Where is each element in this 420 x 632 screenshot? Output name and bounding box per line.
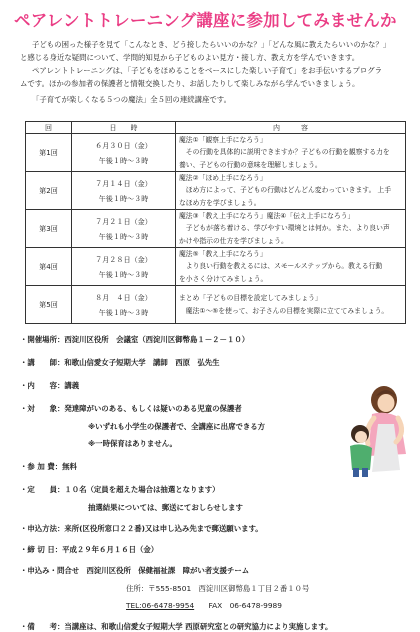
content-line: 魔法⑤「教え上手になろう」 <box>179 250 267 259</box>
session-date: ７月２１日（金） <box>95 216 152 226</box>
detail-address: 住所：〒555-8501 西淀川区御幣島１丁目２番１０号 <box>126 584 310 593</box>
content-line: かけや指示の仕方を学びましょう。 <box>179 236 288 245</box>
intro-p1-line1: 子どもの困った様子を見て「こんなとき、どう接したらいいのかな？」「どんな風に教えたらいいのかな？」 <box>32 40 391 49</box>
session-date: ７月１４日（金） <box>95 178 152 188</box>
detail-tel: TEL:06-6478-9954 <box>126 601 195 610</box>
session-time: 午後１時～３時 <box>98 155 149 165</box>
table-row <box>26 286 406 324</box>
content-line: 子どもが落ち着ける、学びやすい環境とは何か。また、より良い声 <box>179 224 390 233</box>
session-number: 第4回 <box>26 248 72 286</box>
detail-venue: ・開催場所：西淀川区役所 会議室（西淀川区御幣島１－２－１０） <box>20 335 250 344</box>
intro-p1-line2: と感じる身近な疑問について、学問的知見から子どものよい見方・接し方、教え方を学んでいきます。 <box>20 53 360 62</box>
session-datetime <box>72 134 176 172</box>
session-content <box>176 210 406 248</box>
detail-capacity: ・定 員：１０名（定員を超えた場合は抽選となります） <box>20 485 220 494</box>
detail-phone <box>126 600 282 611</box>
intro-p3: 「子育てが楽しくなる５つの魔法」全５回の連続講座です。 <box>32 95 231 104</box>
detail-contact: ・申込み・問合せ 西淀川区役所 保健福祉課 障がい者支援チーム <box>20 566 250 575</box>
session-datetime <box>72 172 176 210</box>
session-time: 午後１時～３時 <box>98 269 149 279</box>
session-number: 第1回 <box>26 134 72 172</box>
detail-target: ・対 象：発達障がいのある、もしくは疑いのある児童の保護者 <box>20 404 242 413</box>
session-time: 午後１時～３時 <box>98 193 149 203</box>
session-content <box>176 286 406 324</box>
session-time: 午後１時～３時 <box>98 231 149 241</box>
content-line: 養い、子どもの行動の意味を理解しましょう。 <box>179 160 322 169</box>
session-datetime <box>72 286 176 324</box>
header-session: 回 <box>26 122 72 134</box>
session-number: 第3回 <box>26 210 72 248</box>
intro-text <box>20 38 408 106</box>
session-datetime <box>72 210 176 248</box>
detail-note: ・備 考：当講座は、和歌山信愛女子短期大学 西原研究室との研究協力により実施します。 <box>20 622 333 631</box>
intro-p2-line2: ムです。ほかの参加者の保護者と情報交換したり、お話したりして楽しみながら学んでいきましょう。 <box>20 79 360 88</box>
session-date: ６月３０日（金） <box>95 140 152 150</box>
detail-target-note: ※いずれも小学生の保護者で、全講座に出席できる方 <box>88 422 266 431</box>
content-line: 魔法①「観察上手になろう」 <box>179 136 267 145</box>
detail-target-note: ※一時保育はありません。 <box>88 439 177 448</box>
session-number: 第2回 <box>26 172 72 210</box>
content-line: 魔法③「教え上手になろう」魔法④「伝え上手になろう」 <box>179 212 355 221</box>
detail-capacity-note: 抽選結果については、郵送にておしらせします <box>88 503 243 512</box>
content-line: 魔法②「ほめ上手になろう」 <box>179 174 267 183</box>
detail-fee: ・参 加 費：無料 <box>20 462 77 471</box>
content-line: より良い行動を教えるには、スモールステップから。教える行動 <box>179 262 383 271</box>
table-row <box>26 248 406 286</box>
intro-p2-line1: ペアレントトレーニングは、「子どもをほめることをベースにした楽しい子育て」をお手伝いするプログラ <box>32 66 383 75</box>
content-line: その行動を具体的に説明できますか？子どもの行動を観察する力を <box>179 148 390 157</box>
session-number: 第5回 <box>26 286 72 324</box>
detail-deadline: ・締 切 日：平成２９年６月１６日（金） <box>20 545 159 554</box>
content-line: ほめ方によって、子どもの行動はどんどん変わっていきます。 上手 <box>179 186 392 195</box>
session-datetime <box>72 248 176 286</box>
detail-lecturer: ・講 師：和歌山信愛女子短期大学 講師 西原 弘先生 <box>20 358 220 367</box>
session-content <box>176 172 406 210</box>
session-content <box>176 248 406 286</box>
content-line: 魔法①～⑤を使って、お子さんの目標を実際に立ててみましょう。 <box>179 306 389 315</box>
detail-content: ・内 容：講義 <box>20 381 80 390</box>
table-row <box>26 172 406 210</box>
parent-child-illustration <box>342 384 414 480</box>
content-line: なほめ方を学びましょう。 <box>179 198 261 207</box>
header-content: 内 容 <box>176 122 406 134</box>
session-content <box>176 134 406 172</box>
detail-apply: ・申込方法：来所(区役所窓口２２番)又は申し込み先まで郵送願います。 <box>20 524 263 533</box>
session-date: ７月２８日（金） <box>95 254 152 264</box>
header-datetime: 日 時 <box>72 122 176 134</box>
content-line: まとめ「子どもの目標を設定してみましょう」 <box>179 294 322 303</box>
content-line: を小さく分けてみましょう。 <box>179 274 268 283</box>
schedule-table <box>25 121 406 324</box>
session-date: ８月 ４日（金） <box>95 292 152 302</box>
schedule-header-row <box>26 122 406 134</box>
detail-fax: FAX 06-6478-9989 <box>208 601 282 610</box>
table-row <box>26 134 406 172</box>
table-row <box>26 210 406 248</box>
session-time: 午後１時～３時 <box>98 307 149 317</box>
page-title: ペアレントトレーニング講座に参加してみませんか <box>14 11 397 30</box>
